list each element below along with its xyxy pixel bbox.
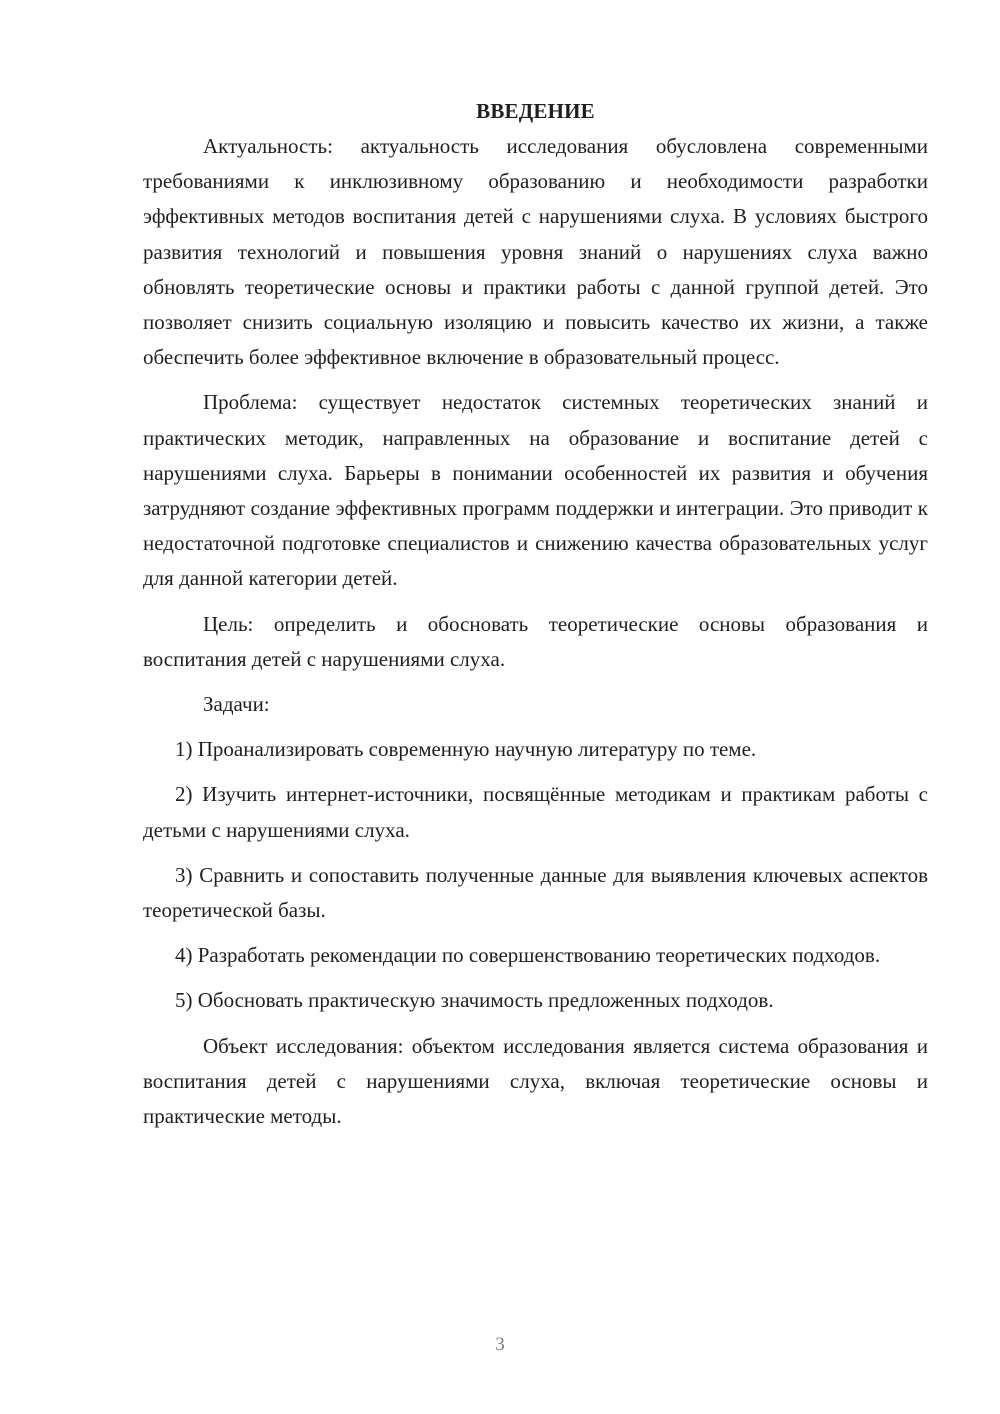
task-item-3: 3) Сравнить и сопоставить полученные данные для выявления ключевых аспектов теоретической базы. (143, 862, 928, 923)
goal-paragraph: Цель: определить и обосновать теоретические основы образования и воспитания детей с нарушениями слуха. (143, 611, 928, 671)
page-number: 3 (495, 1334, 505, 1355)
task-item-1: 1) Проанализировать современную научную литературу по теме. (175, 737, 757, 762)
task-item-2: 2) Изучить интернет-источники, посвящённые методикам и практикам работы с детьми с нарушениями слуха. (143, 782, 928, 842)
task-item-5: 5) Обосновать практическую значимость предложенных подходов. (175, 988, 774, 1013)
page-content (143, 94, 928, 1134)
relevance-paragraph: Актуальность: актуальность исследования обусловлена современными требованиями к инклюзивному образованию и необходимости разработки эффективных методов воспитания детей с нарушениями слуха. В условиях быстрого развития технологий и повышения уровня знаний о нарушениях слуха важно обновлять теоретические основы и практики работы с данной группой детей. Это позволяет снизить социальную изоляцию и повысить качество их жизни, а также обеспечить более эффективное включение в образовательный процесс. (143, 134, 928, 370)
tasks-heading: Задачи: (203, 692, 270, 717)
object-paragraph: Объект исследования: объектом исследования является система образования и воспитания детей с нарушениями слуха, включая теоретические основы и практические методы. (143, 1033, 928, 1129)
task-item-4: 4) Разработать рекомендации по совершенствованию теоретических подходов. (175, 943, 881, 968)
page-title: ВВЕДЕНИЕ (476, 99, 595, 123)
problem-paragraph: Проблема: существует недостаток системных теоретических знаний и практических методик, направленных на образование и воспитание детей с нарушениями слуха. Барьеры в понимании особенностей их развития и обучения затрудняют создание эффективных программ поддержки и интеграции. Это приводит к недостаточной подготовке специалистов и снижению качества образовательных услуг для данной категории детей. (143, 390, 928, 591)
